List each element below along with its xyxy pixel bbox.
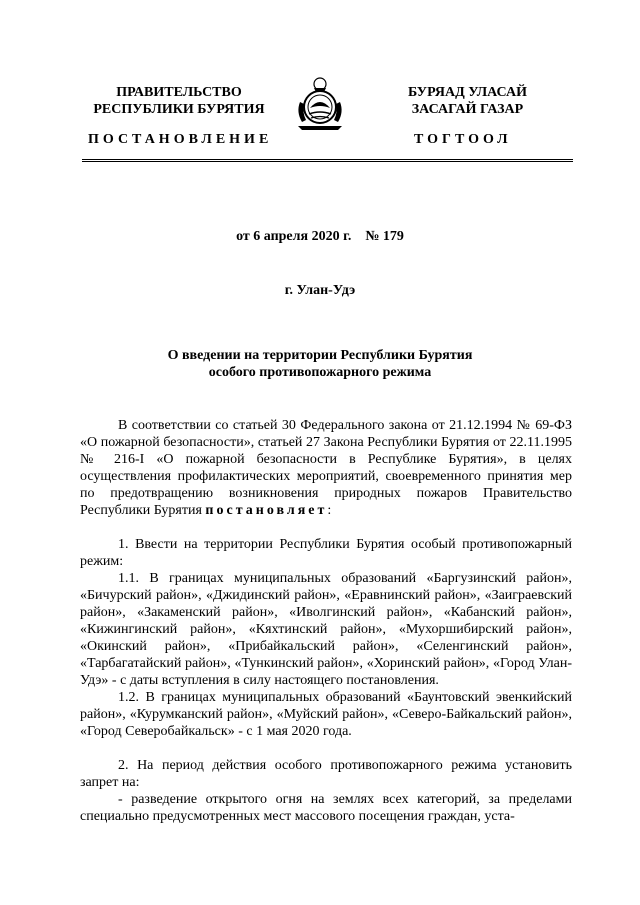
paragraph-gap [80,740,572,757]
header-divider [82,159,573,162]
doctype-bua: ТОГТООЛ [414,132,512,147]
document-title [0,347,640,381]
preamble-paragraph [80,417,572,519]
date-and-number: от 6 апреля 2020 г. № 179 [236,229,404,244]
doctype-ru: ПОСТАНОВЛЕНИЕ [88,132,273,147]
item-1-2: 1.2. В границах муниципальных образований «Баунтовский эвенкийский район», «Курумканский район», «Муйский район», «Северо-Байкальский район», «Город Северобайкальск» - с 1 мая 2020 года. [80,690,572,739]
decree-word: постановляет [205,503,328,518]
decree-colon: : [327,503,332,518]
item-1-1: 1.1. В границах муниципальных образований «Баргузинский район», «Бичурский район», «Джидинский район», «Еравнинский район», «Заиграевский район», «Закаменский район», «Иволгинский район», «Кабанский район», «Кижингинский район», «Кяхтинский район», «Мухоршибирский район», «Окинский район», «Прибайкальский район», «Селенгинский район», «Тарбагатайский район», «Тункинский район», «Хоринский район», «Город Улан-Удэ» - с даты вступления в силу настоящего постановления. [80,571,572,688]
city: г. Улан-Удэ [284,283,356,298]
item-2: 2. На период действия особого противопожарного режима установить запрет на: [80,758,572,790]
item-1: 1. Ввести на территории Республики Бурятия особый противопожарный режим: [80,537,572,569]
preamble-text: В соответствии со статьей 30 Федерального закона от 21.12.1994 № 69-ФЗ «О пожарной безопасности», статьей 27 Закона Республики Бурятия от 22.11.1995 № 216-I «О пожарной безопасности в Республике Бурятия», в целях осуществления профилактических мероприятий, своевременного принятия мер по предотвращению возникновения природных пожаров Правительство Республики Бурятия [80,418,572,518]
issuer-bua [375,84,560,118]
issuer-ru-line2: РЕСПУБЛИКИ БУРЯТИЯ [93,102,265,117]
coat-of-arms-icon [294,74,346,132]
paragraph-gap [80,519,572,536]
issuer-bua-line1: БУРЯАД УЛАСАЙ [408,85,527,100]
issuer-ru-line1: ПРАВИТЕЛЬСТВО [116,85,242,100]
issuer-bua-line2: ЗАСАГАЙ ГАЗАР [411,102,524,117]
item-2-1: - разведение открытого огня на землях всех категорий, за пределами специально предусмотренных мест массового посещения граждан, уста- [80,792,572,824]
title-line2: особого противопожарного режима [208,365,432,380]
document-body [80,417,572,825]
title-line1: О введении на территории Республики Бурятия [167,348,473,363]
issuer-ru [84,84,274,118]
